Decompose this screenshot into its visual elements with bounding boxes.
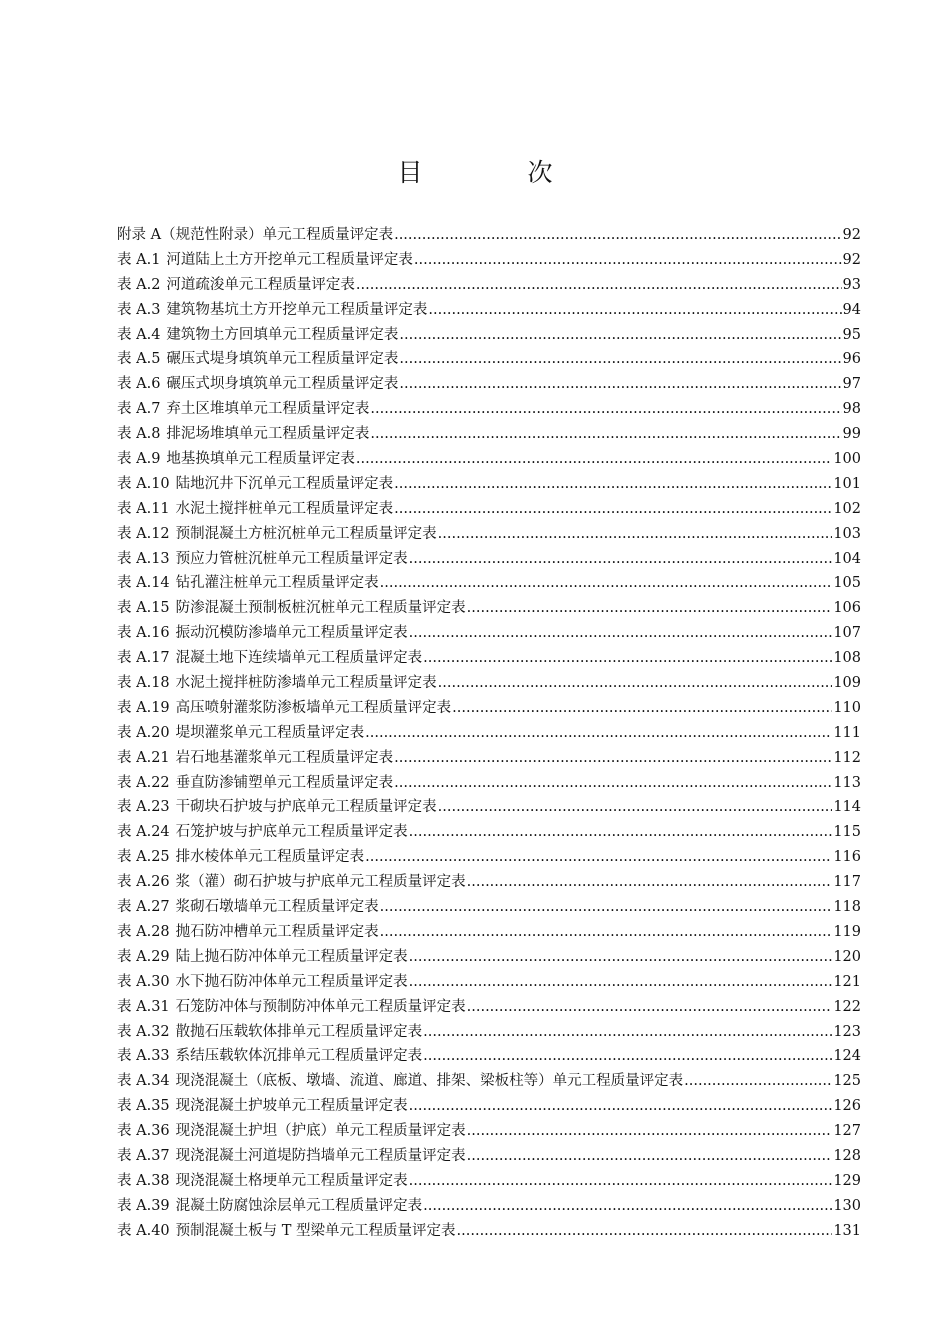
page-title: 目 次 (397, 158, 593, 187)
toc-entry-title: 建筑物基坑土方开挖单元工程质量评定表 (166, 301, 428, 318)
toc-page-number: 119 (833, 923, 861, 940)
toc-entry-title: 混凝土防腐蚀涂层单元工程质量评定表 (175, 1197, 423, 1214)
toc-leader-dots (380, 571, 833, 596)
toc-entry-title: 垂直防渗铺塑单元工程质量评定表 (175, 774, 394, 791)
toc-page-number: 109 (833, 675, 861, 692)
toc-leader-dots (409, 945, 833, 970)
toc-entry[interactable] (117, 1219, 861, 1244)
toc-entry-number: 表 A.22 (117, 774, 170, 791)
toc-entry[interactable] (117, 1044, 861, 1069)
toc-entry[interactable] (117, 970, 861, 995)
toc-entry[interactable] (117, 323, 861, 348)
toc-entry-number: 表 A.18 (117, 675, 170, 692)
toc-page-number: 115 (833, 824, 861, 841)
toc-entry-title: 预制混凝土方桩沉桩单元工程质量评定表 (175, 525, 437, 542)
toc-entry-title: 水泥土搅拌桩单元工程质量评定表 (175, 500, 394, 517)
toc-entry[interactable] (117, 571, 861, 596)
toc-entry[interactable] (117, 795, 861, 820)
toc-entry-label (117, 497, 393, 522)
toc-page-number: 130 (833, 1197, 861, 1214)
toc-entry[interactable] (117, 223, 861, 248)
toc-entry-number: 表 A.32 (117, 1023, 170, 1040)
toc-entry-title: 预制混凝土板与 T 型梁单元工程质量评定表 (175, 1222, 456, 1239)
toc-entry[interactable] (117, 447, 861, 472)
toc-entry[interactable] (117, 596, 861, 621)
toc-page-number: 104 (833, 550, 861, 567)
toc-entry-number: 表 A.10 (117, 475, 170, 492)
toc-page-number: 102 (833, 500, 861, 517)
toc-entry-title: 排泥场堆填单元工程质量评定表 (166, 426, 370, 443)
toc-leader-dots (399, 347, 841, 372)
toc-entry[interactable] (117, 522, 861, 547)
toc-entry-title: 现浇混凝土格埂单元工程质量评定表 (175, 1172, 408, 1189)
toc-page-number: 116 (833, 849, 861, 866)
toc-entry-title: （规范性附录）单元工程质量评定表 (161, 227, 394, 243)
toc-leader-dots (356, 273, 842, 298)
toc-page-number: 99 (842, 426, 861, 443)
toc-leader-dots (423, 1020, 832, 1045)
toc-page-number: 131 (833, 1222, 861, 1239)
toc-leader-dots (423, 1044, 832, 1069)
toc-entry-title: 河道疏浚单元工程质量评定表 (166, 276, 355, 293)
toc-page-number: 122 (833, 998, 861, 1015)
toc-entry-title: 碾压式坝身填筑单元工程质量评定表 (166, 376, 399, 393)
toc-leader-dots (370, 397, 841, 422)
toc-page-number: 120 (833, 948, 861, 965)
toc-entry-title: 钻孔灌注桩单元工程质量评定表 (175, 575, 379, 592)
toc-entry-number: 表 A.26 (117, 874, 170, 891)
toc-entry[interactable] (117, 1169, 861, 1194)
toc-entry-title: 水下抛石防冲体单元工程质量评定表 (175, 973, 408, 990)
toc-entry-label (117, 547, 408, 572)
toc-page-number: 101 (833, 475, 861, 492)
toc-entry-label (117, 1219, 456, 1244)
toc-entry-number: 表 A.9 (117, 451, 161, 468)
toc-leader-dots (370, 422, 841, 447)
toc-leader-dots (457, 1219, 833, 1244)
toc-page-number: 98 (842, 401, 861, 418)
toc-entry[interactable] (117, 1119, 861, 1144)
toc-entry-label (117, 895, 379, 920)
toc-entry[interactable] (117, 497, 861, 522)
toc-entry-title: 系结压载软体沉排单元工程质量评定表 (175, 1048, 423, 1065)
toc-entry-label (117, 1144, 466, 1169)
toc-entry-number: 表 A.12 (117, 525, 170, 542)
toc-entry[interactable] (117, 248, 861, 273)
toc-page-number: 112 (833, 749, 861, 766)
toc-entry-label (117, 1119, 466, 1144)
toc-leader-dots (438, 671, 833, 696)
toc-entry-label (117, 970, 408, 995)
toc-entry-label (117, 397, 369, 422)
toc-leader-dots (394, 746, 832, 771)
toc-entry-title: 弃土区堆填单元工程质量评定表 (166, 401, 370, 418)
toc-entry-number: 表 A.33 (117, 1048, 170, 1065)
toc-entry[interactable] (117, 347, 861, 372)
toc-entry[interactable] (117, 1094, 861, 1119)
toc-entry[interactable] (117, 1194, 861, 1219)
toc-page-number: 126 (833, 1098, 861, 1115)
toc-entry-title: 振动沉模防渗墙单元工程质量评定表 (175, 625, 408, 642)
toc-leader-dots (409, 621, 833, 646)
toc-entry-label (117, 721, 364, 746)
toc-page-number: 94 (842, 301, 861, 318)
toc-entry-label (117, 995, 466, 1020)
toc-entry-title: 现浇混凝土护坦（护底）单元工程质量评定表 (175, 1123, 466, 1140)
toc-entry-title: 现浇混凝土河道堤防挡墙单元工程质量评定表 (175, 1147, 466, 1164)
toc-entry-number: 表 A.19 (117, 699, 170, 716)
toc-entry-number: 表 A.38 (117, 1172, 170, 1189)
toc-entry[interactable] (117, 870, 861, 895)
toc-entry-number: 表 A.17 (117, 650, 170, 667)
toc-leader-dots (452, 696, 832, 721)
toc-entry-label (117, 820, 408, 845)
toc-entry-number: 表 A.15 (117, 600, 170, 617)
toc-page-number: 95 (842, 326, 861, 343)
toc-entry[interactable] (117, 945, 861, 970)
toc-page-number: 129 (833, 1172, 861, 1189)
toc-entry-number: 表 A.25 (117, 849, 170, 866)
toc-leader-dots (467, 596, 833, 621)
toc-entry-number: 表 A.11 (117, 500, 170, 517)
toc-entry-number: 表 A.8 (117, 426, 161, 443)
toc-entry-title: 浆（灌）砌石护坡与护底单元工程质量评定表 (175, 874, 466, 891)
toc-page-number: 93 (842, 276, 861, 293)
toc-entry[interactable] (117, 746, 861, 771)
toc-entry-label (117, 422, 369, 447)
toc-entry-number: 表 A.31 (117, 998, 170, 1015)
toc-page-number: 96 (842, 351, 861, 368)
toc-leader-dots (394, 771, 832, 796)
toc-entry[interactable] (117, 1020, 861, 1045)
toc-list (117, 223, 861, 1244)
toc-page-number: 107 (833, 625, 861, 642)
toc-entry[interactable] (117, 721, 861, 746)
toc-entry[interactable] (117, 621, 861, 646)
toc-entry-number: 表 A.4 (117, 326, 161, 343)
toc-entry-title: 建筑物土方回填单元工程质量评定表 (166, 326, 399, 343)
toc-entry-number: 表 A.30 (117, 973, 170, 990)
toc-entry-label (117, 870, 466, 895)
toc-entry-title: 堤坝灌浆单元工程质量评定表 (175, 724, 365, 741)
toc-entry-label (117, 248, 413, 273)
toc-entry[interactable] (117, 920, 861, 945)
toc-entry-number: 表 A.5 (117, 351, 161, 368)
toc-entry-number: 表 A.1 (117, 251, 161, 268)
toc-entry-label (117, 347, 398, 372)
toc-entry-title: 排水棱体单元工程质量评定表 (175, 849, 365, 866)
toc-entry-label (117, 1020, 422, 1045)
toc-entry[interactable] (117, 771, 861, 796)
toc-entry-label (117, 596, 466, 621)
toc-entry-label (117, 1069, 683, 1094)
toc-page-number: 114 (833, 799, 861, 816)
toc-entry-number: 表 A.40 (117, 1222, 170, 1239)
toc-entry-number: 表 A.14 (117, 575, 170, 592)
toc-entry[interactable] (117, 1069, 861, 1094)
toc-entry-number: 表 A.23 (117, 799, 170, 816)
toc-entry-label (117, 746, 393, 771)
toc-entry-number: 表 A.13 (117, 550, 170, 567)
toc-leader-dots (394, 497, 832, 522)
toc-entry-number: 表 A.27 (117, 899, 170, 916)
toc-page-number: 103 (833, 525, 861, 542)
toc-entry[interactable] (117, 895, 861, 920)
toc-entry-label (117, 447, 355, 472)
toc-entry-title: 石笼护坡与护底单元工程质量评定表 (175, 824, 408, 841)
toc-leader-dots (428, 298, 841, 323)
toc-entry-title: 水泥土搅拌桩防渗墙单元工程质量评定表 (175, 675, 437, 692)
toc-entry-title: 散抛石压载软体排单元工程质量评定表 (175, 1023, 423, 1040)
toc-entry[interactable] (117, 845, 861, 870)
toc-leader-dots (356, 447, 832, 472)
toc-page-number: 113 (833, 774, 861, 791)
toc-entry-label (117, 621, 408, 646)
toc-entry-number: 表 A.35 (117, 1098, 170, 1115)
toc-entry-title: 浆砌石墩墙单元工程质量评定表 (175, 899, 379, 916)
toc-entry-title: 现浇混凝土护坡单元工程质量评定表 (175, 1098, 408, 1115)
toc-entry-label (117, 920, 379, 945)
toc-entry-number: 表 A.2 (117, 276, 161, 293)
toc-entry-number: 附录 A (117, 227, 162, 243)
toc-page-number: 124 (833, 1048, 861, 1065)
toc-entry-label (117, 945, 408, 970)
toc-entry-number: 表 A.21 (117, 749, 170, 766)
toc-entry-number: 表 A.37 (117, 1147, 170, 1164)
toc-entry[interactable] (117, 472, 861, 497)
toc-page-number: 128 (833, 1147, 861, 1164)
toc-entry-label (117, 472, 393, 497)
toc-entry-label (117, 646, 422, 671)
toc-leader-dots (423, 1194, 832, 1219)
toc-entry-label (117, 522, 437, 547)
toc-page-number: 100 (833, 451, 861, 468)
toc-leader-dots (467, 1144, 833, 1169)
toc-page-number: 92 (842, 251, 861, 268)
toc-entry-title: 河道陆上土方开挖单元工程质量评定表 (166, 251, 413, 268)
toc-entry-number: 表 A.16 (117, 625, 170, 642)
toc-entry-title: 混凝土地下连续墙单元工程质量评定表 (175, 650, 423, 667)
toc-entry-title: 陆上抛石防冲体单元工程质量评定表 (175, 948, 408, 965)
toc-entry-number: 表 A.20 (117, 724, 170, 741)
toc-entry-label (117, 795, 437, 820)
toc-entry-title: 石笼防冲体与预制防冲体单元工程质量评定表 (175, 998, 466, 1015)
toc-page-number: 92 (842, 227, 861, 243)
toc-entry-label (117, 1094, 408, 1119)
toc-entry-number: 表 A.3 (117, 301, 161, 318)
toc-leader-dots (399, 372, 841, 397)
toc-entry[interactable] (117, 372, 861, 397)
toc-entry[interactable] (117, 995, 861, 1020)
toc-entry-label (117, 323, 398, 348)
toc-leader-dots (423, 646, 832, 671)
toc-leader-dots (438, 522, 833, 547)
toc-leader-dots (394, 223, 841, 248)
toc-leader-dots (438, 795, 833, 820)
toc-leader-dots (467, 1119, 833, 1144)
toc-leader-dots (394, 472, 832, 497)
toc-page-number: 106 (833, 600, 861, 617)
toc-page-number: 105 (833, 575, 861, 592)
toc-entry[interactable] (117, 1144, 861, 1169)
toc-entry-number: 表 A.24 (117, 824, 170, 841)
toc-entry-label (117, 273, 355, 298)
toc-entry-title: 高压喷射灌浆防渗板墙单元工程质量评定表 (175, 699, 452, 716)
toc-entry-label (117, 1169, 408, 1194)
toc-page-number: 127 (833, 1123, 861, 1140)
toc-entry[interactable] (117, 646, 861, 671)
toc-leader-dots (365, 845, 832, 870)
toc-entry-title: 现浇混凝土（底板、墩墙、流道、廊道、排架、梁板柱等）单元工程质量评定表 (175, 1073, 684, 1090)
toc-entry-label (117, 298, 427, 323)
toc-leader-dots (409, 1094, 833, 1119)
toc-leader-dots (684, 1069, 832, 1094)
toc-entry-title: 碾压式堤身填筑单元工程质量评定表 (166, 351, 399, 368)
toc-entry-number: 表 A.34 (117, 1073, 170, 1090)
toc-entry-number: 表 A.36 (117, 1123, 170, 1140)
toc-page-number: 118 (833, 899, 861, 916)
toc-entry[interactable] (117, 820, 861, 845)
toc-entry-label (117, 223, 393, 248)
toc-leader-dots (467, 995, 833, 1020)
toc-leader-dots (380, 895, 833, 920)
toc-leader-dots (399, 323, 841, 348)
toc-page-number: 123 (833, 1023, 861, 1040)
toc-entry-label (117, 771, 393, 796)
toc-page-number: 97 (842, 376, 861, 393)
toc-leader-dots (409, 1169, 833, 1194)
toc-leader-dots (467, 870, 833, 895)
toc-page-number: 111 (833, 724, 861, 741)
toc-entry-title: 地基换填单元工程质量评定表 (166, 451, 355, 468)
toc-entry-label (117, 372, 398, 397)
toc-entry-label (117, 571, 379, 596)
toc-page-number: 110 (833, 699, 861, 716)
toc-entry[interactable] (117, 696, 861, 721)
toc-page-number: 125 (833, 1073, 861, 1090)
toc-entry[interactable] (117, 422, 861, 447)
toc-entry-number: 表 A.7 (117, 401, 161, 418)
toc-entry-label (117, 845, 364, 870)
toc-entry[interactable] (117, 273, 861, 298)
toc-leader-dots (409, 820, 833, 845)
toc-leader-dots (409, 970, 833, 995)
toc-entry[interactable] (117, 397, 861, 422)
toc-entry[interactable] (117, 298, 861, 323)
toc-entry-label (117, 671, 437, 696)
toc-leader-dots (414, 248, 842, 273)
toc-entry[interactable] (117, 547, 861, 572)
toc-entry-number: 表 A.39 (117, 1197, 170, 1214)
toc-leader-dots (380, 920, 833, 945)
toc-page-number: 121 (833, 973, 861, 990)
toc-entry-number: 表 A.28 (117, 923, 170, 940)
toc-entry-number: 表 A.6 (117, 376, 161, 393)
toc-leader-dots (365, 721, 832, 746)
toc-page-number: 108 (833, 650, 861, 667)
toc-entry-title: 抛石防冲槽单元工程质量评定表 (175, 923, 379, 940)
toc-entry-title: 预应力管桩沉桩单元工程质量评定表 (175, 550, 408, 567)
toc-page-number: 117 (833, 874, 861, 891)
toc-entry-label (117, 696, 451, 721)
toc-entry-title: 陆地沉井下沉单元工程质量评定表 (175, 475, 394, 492)
toc-entry-label (117, 1044, 422, 1069)
toc-entry-title: 岩石地基灌浆单元工程质量评定表 (175, 749, 394, 766)
toc-entry-number: 表 A.29 (117, 948, 170, 965)
toc-entry[interactable] (117, 671, 861, 696)
toc-entry-label (117, 1194, 422, 1219)
toc-entry-title: 干砌块石护坡与护底单元工程质量评定表 (175, 799, 437, 816)
toc-entry-title: 防渗混凝土预制板桩沉桩单元工程质量评定表 (175, 600, 466, 617)
toc-leader-dots (409, 547, 833, 572)
